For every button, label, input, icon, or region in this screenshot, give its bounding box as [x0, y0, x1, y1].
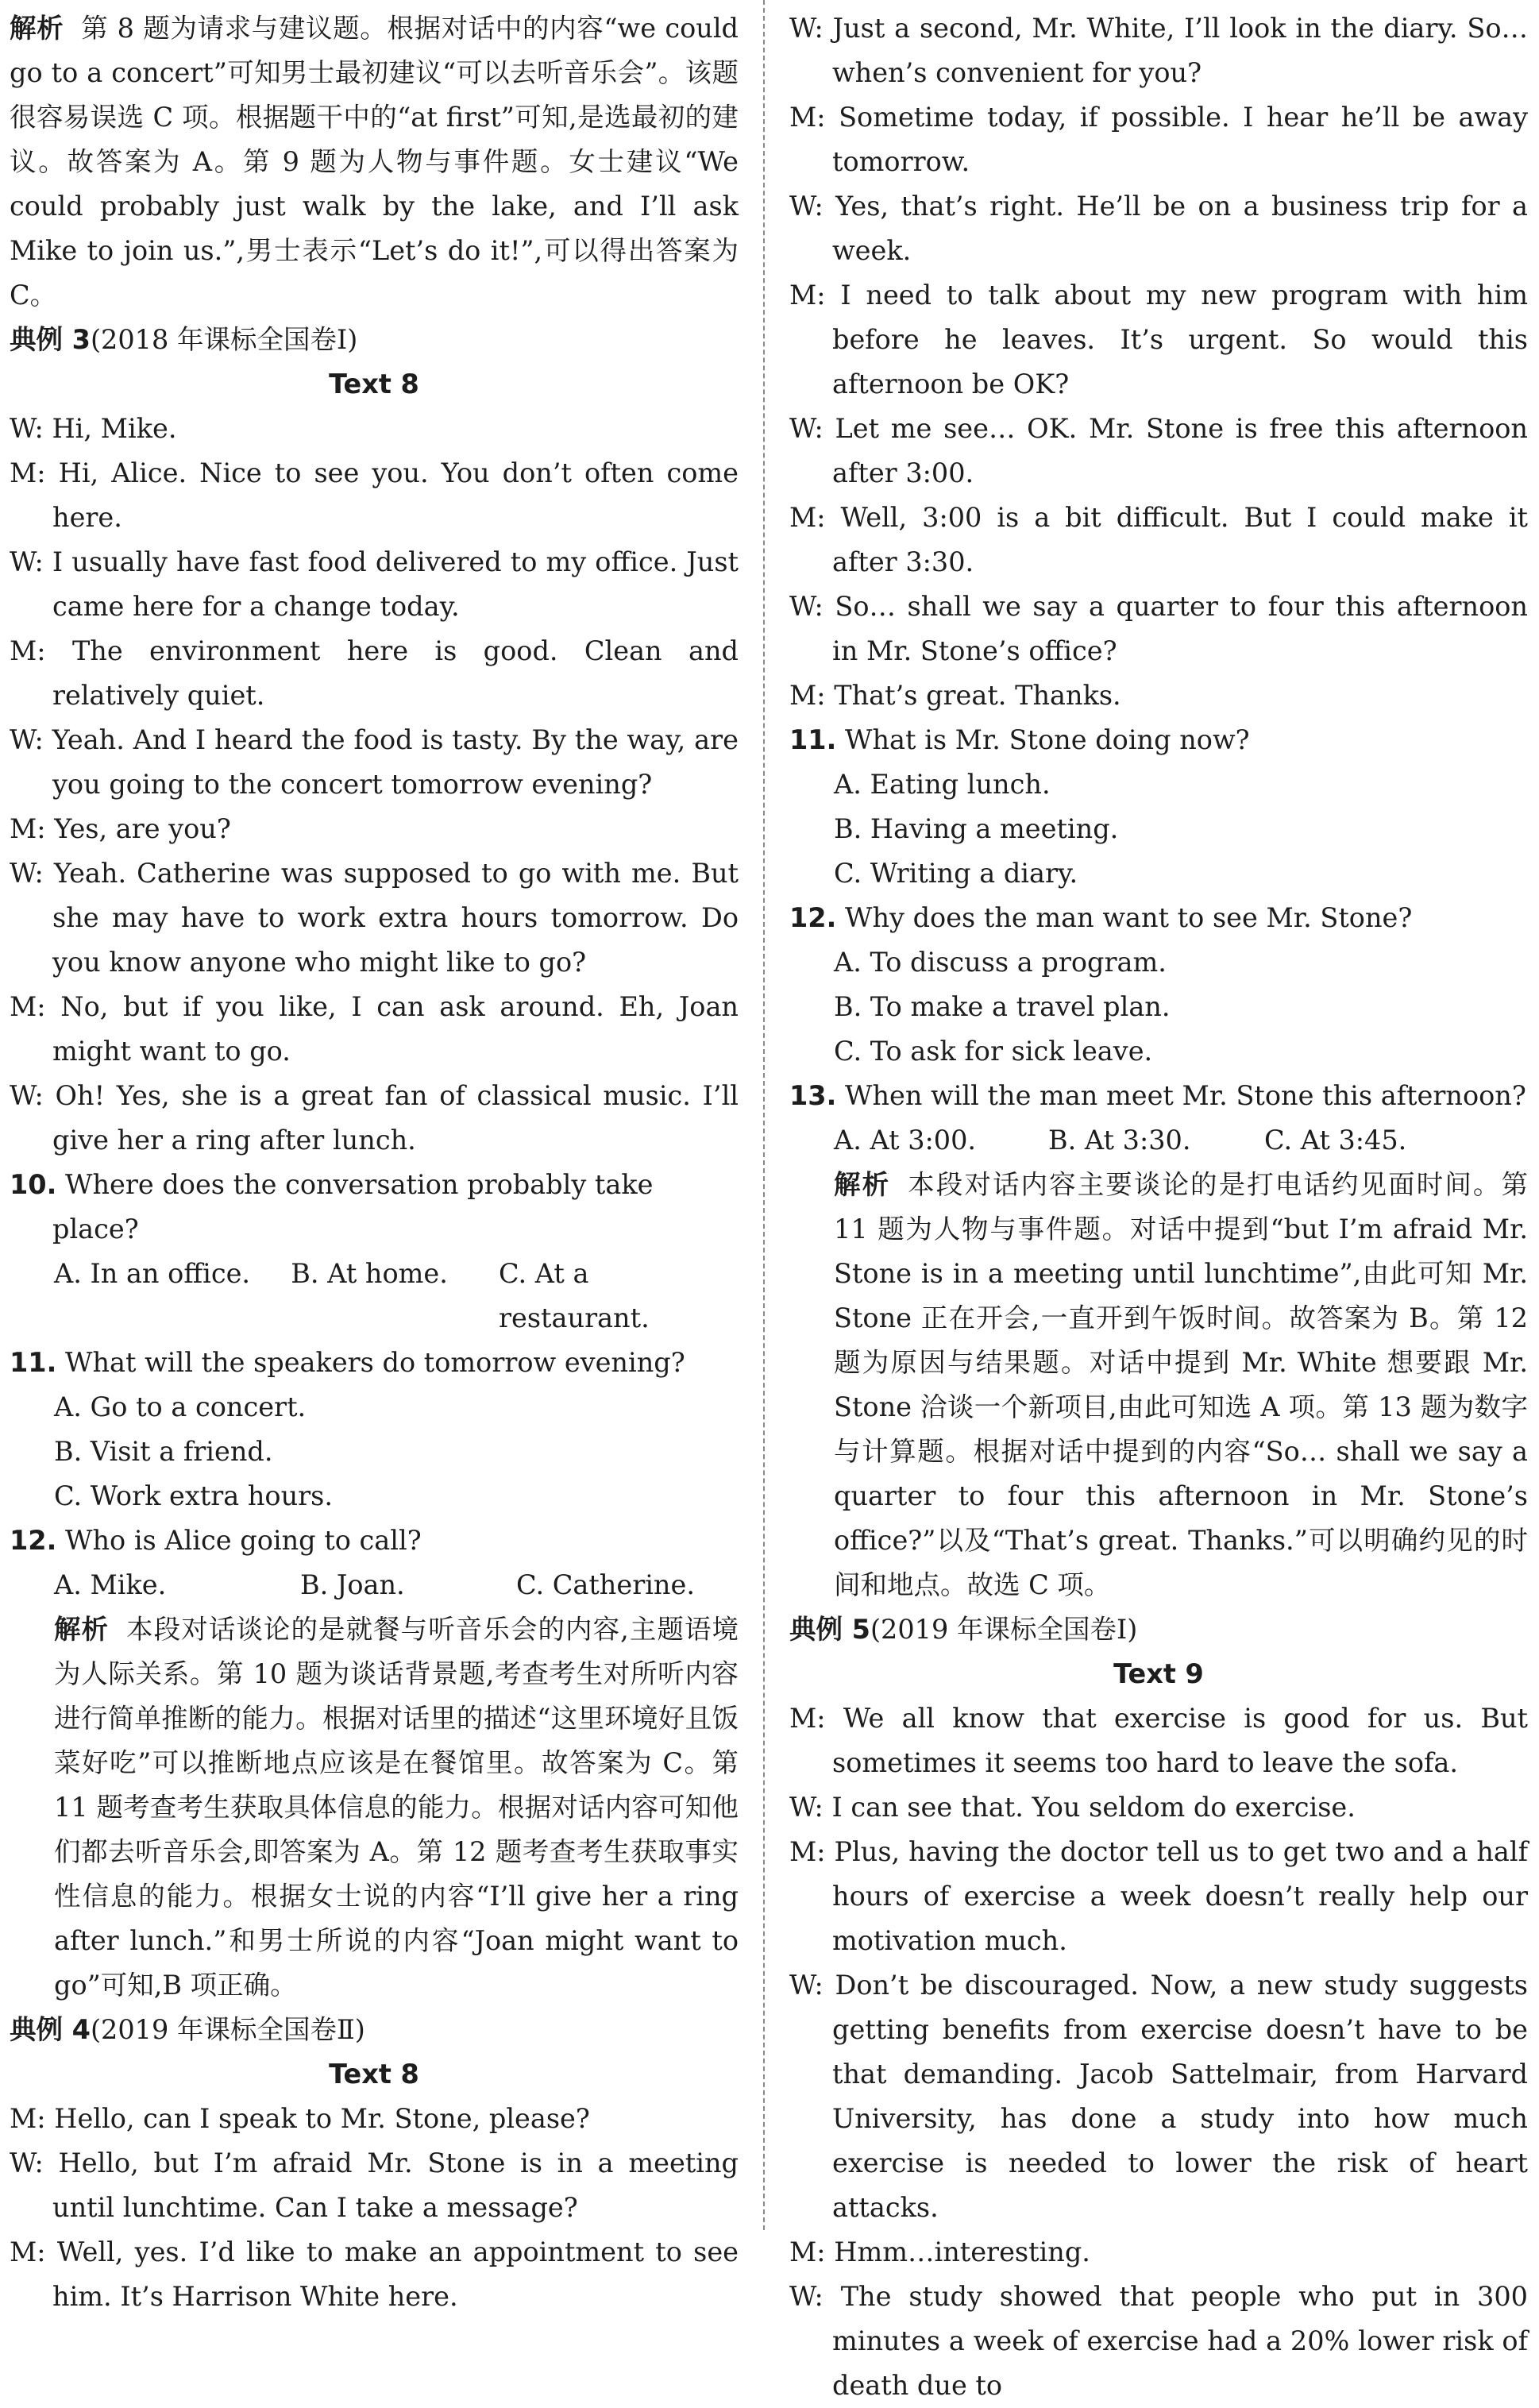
- question-text: Why does the man want to see Mr. Stone?: [845, 902, 1413, 933]
- dialogue-line: M: The environment here is good. Clean and relatively quiet.: [10, 635, 739, 711]
- dialogue-line: W: Just a second, Mr. White, I’ll look in the diary. So… when’s convenient for you?: [789, 13, 1528, 88]
- question-number: 11.: [10, 1347, 57, 1378]
- example-heading: [10, 2008, 739, 2052]
- dialogue-line: M: Hello, can I speak to Mr. Stone, please?: [10, 2103, 590, 2134]
- option-b: B. At home.: [291, 1258, 448, 1289]
- option-c: C. Catherine.: [516, 1569, 695, 1600]
- dialogue-line: M: No, but if you like, I can ask around. Eh, Joan might want to go.: [10, 991, 739, 1067]
- right-column: [789, 6, 1528, 2408]
- example-source: (2019 年课标全国卷Ⅱ): [90, 2014, 365, 2045]
- dialogue-line: W: Yeah. And I heard the food is tasty. By the way, are you going to the concert tomorrow evening?: [10, 724, 739, 800]
- dialogue-line: M: That’s great. Thanks.: [789, 680, 1121, 711]
- dialogue-line: W: Let me see… OK. Mr. Stone is free this afternoon after 3:00.: [789, 413, 1528, 488]
- dialogue-line: M: Well, yes. I’d like to make an appointment to see him. It’s Harrison White here.: [10, 2236, 739, 2312]
- example-source: (2019 年课标全国卷Ⅰ): [870, 1614, 1138, 1645]
- analysis-tag: 解析: [10, 13, 64, 44]
- left-column: [10, 6, 739, 2319]
- option-c: C. To ask for sick leave.: [834, 1036, 1153, 1067]
- analysis-tag: 解析: [54, 1614, 110, 1645]
- dialogue-line: W: I can see that. You seldom do exercise.: [789, 1792, 1356, 1823]
- question: [789, 896, 1528, 940]
- option-b: B. Joan.: [300, 1569, 405, 1600]
- analysis-paragraph: [10, 6, 739, 318]
- text-title: Text 8: [329, 2059, 419, 2090]
- question: [789, 1074, 1528, 1118]
- analysis-paragraph: [10, 1607, 739, 2008]
- question-number: 12.: [789, 902, 837, 933]
- options-row: [10, 1252, 739, 1341]
- analysis-text: 第 8 题为请求与建议题。根据对话中的内容“we could go to a concert”可知男士最初建议“可以去听音乐会”。该题很容易误选 C 项。根据题干中的“at first”可知,是选最初的建议。故答案为 A。第 9 题为人物与事件题。女士建议“We could probably just walk by the lake, and I’ll ask Mike to join us.”,男士表示“Let’s do it!”,可以得出答案为 C。: [10, 13, 739, 311]
- dialogue-line: M: Yes, are you?: [10, 813, 231, 844]
- dialogue-line: M: I need to talk about my new program with him before he leaves. It’s urgent. So would this afternoon be OK?: [789, 280, 1528, 399]
- option-b: B. To make a travel plan.: [834, 991, 1171, 1022]
- analysis-tag: 解析: [834, 1169, 891, 1200]
- question-number: 13.: [789, 1080, 837, 1111]
- dialogue-line: W: Oh! Yes, she is a great fan of classical music. I’ll give her a ring after lunch.: [10, 1080, 739, 1156]
- dialogue-line: W: Hello, but I’m afraid Mr. Stone is in a meeting until lunchtime. Can I take a message?: [10, 2148, 739, 2223]
- column-divider: [763, 0, 765, 2230]
- option-a: A. At 3:00.: [834, 1125, 977, 1156]
- option-a: A. In an office.: [54, 1258, 251, 1289]
- dialogue-line: W: Don’t be discouraged. Now, a new study suggests getting benefits from exercise doesn’t have to be that demanding. Jacob Sattelmair, from Harvard University, has done a study into how much exercise is needed to lower the risk of heart attacks.: [789, 1970, 1528, 2223]
- dialogue-line: W: So… shall we say a quarter to four this afternoon in Mr. Stone’s office?: [789, 591, 1528, 666]
- option-b: B. At 3:30.: [1048, 1125, 1191, 1156]
- question-text: Where does the conversation probably take place?: [52, 1169, 654, 1245]
- question-text: When will the man meet Mr. Stone this afternoon?: [845, 1080, 1526, 1111]
- option-b: B. Having a meeting.: [834, 813, 1119, 844]
- dialogue-line: W: The study showed that people who put in 300 minutes a week of exercise had a 20% lower risk of death due to: [789, 2281, 1528, 2401]
- question-text: What will the speakers do tomorrow evening?: [65, 1347, 685, 1378]
- option-a: A. Eating lunch.: [834, 769, 1051, 800]
- dialogue-line: M: We all know that exercise is good for us. But sometimes it seems too hard to leave the sofa.: [789, 1703, 1528, 1778]
- option-c: C. Work extra hours.: [54, 1480, 334, 1511]
- dialogue-line: M: Plus, having the doctor tell us to get two and a half hours of exercise a week doesn’t really help our motivation much.: [789, 1836, 1528, 1956]
- example-label: 典例 5: [789, 1614, 870, 1645]
- option-b: B. Visit a friend.: [54, 1436, 273, 1467]
- dialogue-line: M: Hmm…interesting.: [789, 2236, 1090, 2267]
- question-number: 10.: [10, 1169, 57, 1200]
- question-number: 11.: [789, 724, 837, 755]
- option-a: A. Mike.: [54, 1569, 167, 1600]
- dialogue-line: M: Well, 3:00 is a bit difficult. But I could make it after 3:30.: [789, 502, 1528, 577]
- question-number: 12.: [10, 1525, 57, 1556]
- dialogue-line: W: Yeah. Catherine was supposed to go with me. But she may have to work extra hours tomorrow. Do you know anyone who might like to go?: [10, 858, 739, 978]
- option-a: A. Go to a concert.: [54, 1391, 307, 1422]
- options-row: [10, 1563, 739, 1607]
- question: [789, 718, 1528, 762]
- text-title: Text 9: [1113, 1658, 1204, 1689]
- option-a: A. To discuss a program.: [834, 947, 1167, 978]
- dialogue-line: M: Hi, Alice. Nice to see you. You don’t often come here.: [10, 457, 739, 533]
- question: [10, 1163, 739, 1252]
- text-title: Text 8: [329, 369, 419, 399]
- analysis-paragraph: [789, 1163, 1528, 1607]
- question-text: Who is Alice going to call?: [65, 1525, 422, 1556]
- analysis-text: 本段对话内容主要谈论的是打电话约见面时间。第 11 题为人物与事件题。对话中提到“but I’m afraid Mr. Stone is in a meeting until lunchtime”,由此可知 Mr. Stone 正在开会,一直开到午饭时间。故答案为 B。第 12 题为原因与结果题。对话中提到 Mr. White 想要跟 Mr. Stone 洽谈一个新项目,由此可知选 A 项。第 13 题为数字与计算题。根据对话中提到的内容“So… shall we say a quarter to four this afternoon in Mr. Stone’s office?”以及“That’s great. Thanks.”可以明确约见的时间和地点。故选 C 项。: [834, 1169, 1529, 1600]
- option-c: C. At a restaurant.: [499, 1258, 650, 1333]
- example-heading: [10, 318, 739, 362]
- dialogue-line: M: Sometime today, if possible. I hear he’ll be away tomorrow.: [789, 102, 1528, 177]
- analysis-text: 本段对话谈论的是就餐与听音乐会的内容,主题语境为人际关系。第 10 题为谈话背景题,考查考生对所听内容进行简单推断的能力。根据对话里的描述“这里环境好且饭菜好吃”可以推断地点应该是在餐馆里。故答案为 C。第 11 题考查考生获取具体信息的能力。根据对话内容可知他们都去听音乐会,即答案为 A。第 12 题考查考生获取事实性信息的能力。根据女士说的内容“I’ll give her a ring after lunch.”和男士所说的内容“Joan might want to go”可知,B 项正确。: [54, 1614, 739, 2001]
- option-c: C. Writing a diary.: [834, 858, 1078, 889]
- dialogue-line: W: Hi, Mike.: [10, 413, 177, 444]
- question-text: What is Mr. Stone doing now?: [845, 724, 1250, 755]
- dialogue-line: W: I usually have fast food delivered to my office. Just came here for a change today.: [10, 546, 739, 622]
- options-row: [789, 1118, 1528, 1163]
- example-source: (2018 年课标全国卷Ⅰ): [90, 324, 358, 355]
- example-label: 典例 3: [10, 324, 91, 355]
- example-label: 典例 4: [10, 2014, 91, 2045]
- dialogue-line: W: Yes, that’s right. He’ll be on a business trip for a week.: [789, 191, 1528, 266]
- question: [10, 1341, 739, 1385]
- question: [10, 1519, 739, 1563]
- option-c: C. At 3:45.: [1264, 1125, 1407, 1156]
- example-heading: [789, 1607, 1528, 1652]
